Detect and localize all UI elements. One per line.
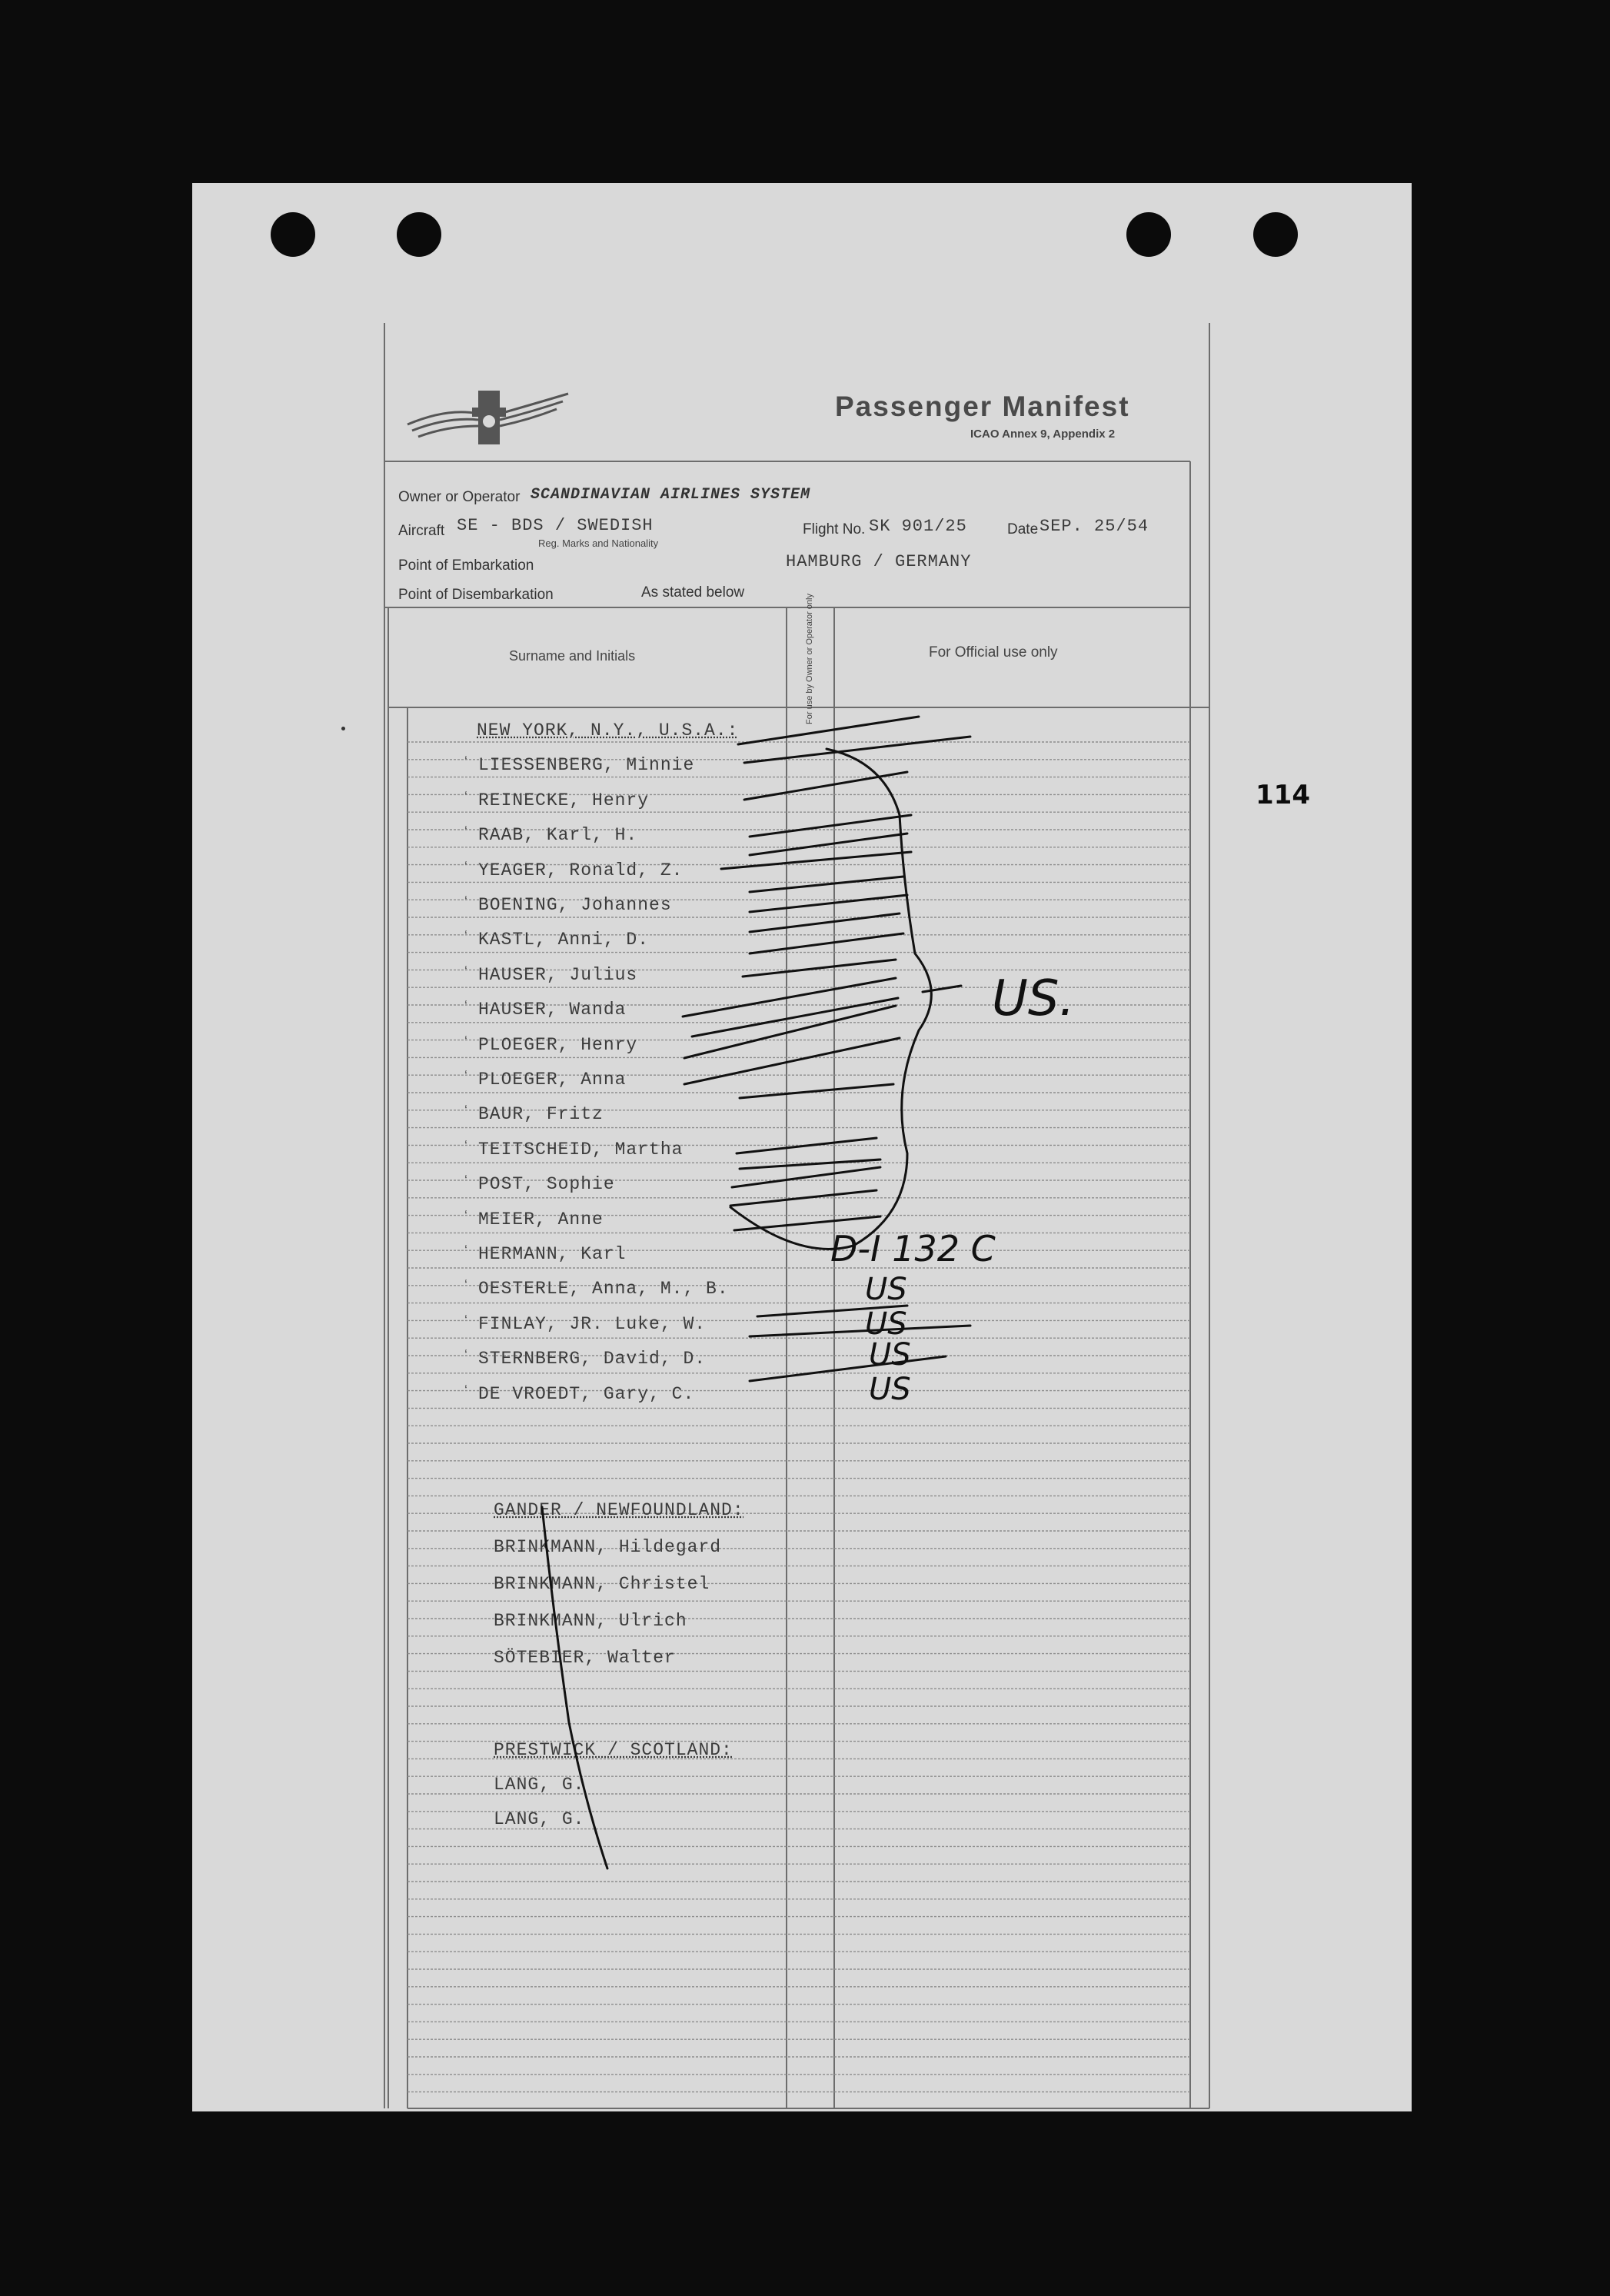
passenger-name: DE VROEDT, Gary, C. — [478, 1383, 695, 1404]
row-note: US — [869, 1337, 911, 1373]
passenger-name: LANG, G. — [494, 1775, 585, 1795]
passenger-name: PLOEGER, Anna — [478, 1070, 627, 1090]
embark-value: HAMBURG / GERMANY — [786, 552, 972, 571]
owner-label: Owner or Operator — [398, 489, 521, 505]
bracket-note: US. — [992, 970, 1075, 1027]
manifest-subtitle: ICAO Annex 9, Appendix 2 — [970, 428, 1116, 441]
row-note: US — [865, 1306, 907, 1342]
hermann-note: D-I 132 C — [830, 1228, 996, 1269]
tick-mark: ‘ — [464, 928, 467, 944]
embark-label: Point of Embarkation — [398, 557, 534, 574]
column-header-owner-use-text: For use by Owner or Operator only — [805, 594, 814, 724]
aircraft-value: SE - BDS / SWEDISH — [457, 516, 654, 535]
destination-heading: GANDER / NEWFOUNDLAND: — [494, 1500, 744, 1520]
tick-mark: ‘ — [464, 858, 467, 874]
tick-mark: ‘ — [464, 754, 467, 770]
passenger-name: FINLAY, JR. Luke, W. — [478, 1313, 707, 1334]
tick-mark: ‘ — [464, 788, 467, 804]
passenger-name: LIESSENBERG, Minnie — [478, 755, 695, 776]
flight-label: Flight No. — [803, 521, 866, 537]
passenger-name: OESTERLE, Anna, M., B. — [478, 1279, 729, 1299]
tick-mark: ‘ — [464, 1137, 467, 1153]
disembark-value: As stated below — [641, 584, 745, 601]
column-header-official: For Official use only — [929, 644, 1058, 661]
passenger-name: HERMANN, Karl — [478, 1244, 627, 1264]
passenger-name: HAUSER, Julius — [478, 964, 638, 985]
date-value: SEP. 25/54 — [1040, 517, 1149, 536]
passenger-name: TEITSCHEID, Martha — [478, 1139, 684, 1160]
passenger-name: BRINKMANN, Ulrich — [494, 1611, 687, 1631]
manifest-title: Passenger Manifest — [835, 391, 1130, 422]
column-header-name: Surname and Initials — [509, 648, 636, 664]
owner-value: SCANDINAVIAN AIRLINES SYSTEM — [531, 486, 811, 504]
aircraft-label: Aircraft — [398, 523, 445, 539]
destination-heading: PRESTWICK / SCOTLAND: — [494, 1740, 733, 1760]
tick-mark: ‘ — [464, 1173, 467, 1189]
tick-mark: ‘ — [464, 893, 467, 909]
passenger-name: KASTL, Anni, D. — [478, 930, 650, 950]
tick-mark: ‘ — [464, 1347, 467, 1363]
passenger-name: REINECKE, Henry — [478, 790, 650, 810]
disembark-label: Point of Disembarkation — [398, 587, 554, 603]
flight-value: SK 901/25 — [869, 517, 967, 536]
row-note: US — [869, 1372, 911, 1407]
tick-mark: ‘ — [464, 1103, 467, 1119]
passenger-name: RAAB, Karl, H. — [478, 825, 638, 846]
passenger-name: LANG, G. — [494, 1809, 585, 1829]
tick-mark: ‘ — [464, 1033, 467, 1049]
row-note: US — [865, 1272, 907, 1307]
passenger-name: BRINKMANN, Hildegard — [494, 1537, 722, 1557]
tick-mark: ‘ — [464, 998, 467, 1014]
passenger-name: STERNBERG, David, D. — [478, 1349, 707, 1369]
passenger-name: YEAGER, Ronald, Z. — [478, 860, 684, 880]
passenger-name: BRINKMANN, Christel — [494, 1574, 710, 1594]
passenger-name: BAUR, Fritz — [478, 1104, 604, 1125]
tick-mark: ‘ — [464, 1312, 467, 1328]
destination-heading: NEW YORK, N.Y., U.S.A.: — [477, 720, 739, 740]
passenger-name: SÖTEBIER, Walter — [494, 1648, 676, 1668]
passenger-name: HAUSER, Wanda — [478, 1000, 627, 1020]
passenger-name: PLOEGER, Henry — [478, 1034, 638, 1055]
page-number: 114 — [1256, 780, 1310, 810]
tick-mark: ‘ — [464, 1068, 467, 1083]
tick-mark: ‘ — [464, 1243, 467, 1258]
tick-mark: ‘ — [464, 824, 467, 840]
passenger-name: MEIER, Anne — [478, 1209, 604, 1230]
passenger-name: POST, Sophie — [478, 1174, 615, 1195]
tick-mark: ‘ — [464, 963, 467, 979]
tick-mark: ‘ — [464, 1207, 467, 1223]
date-label: Date — [1007, 521, 1039, 537]
tick-mark: ‘ — [464, 1277, 467, 1293]
tick-mark: ‘ — [464, 1382, 467, 1398]
passenger-name: BOENING, Johannes — [478, 895, 672, 915]
aircraft-note: Reg. Marks and Nationality — [538, 537, 659, 549]
